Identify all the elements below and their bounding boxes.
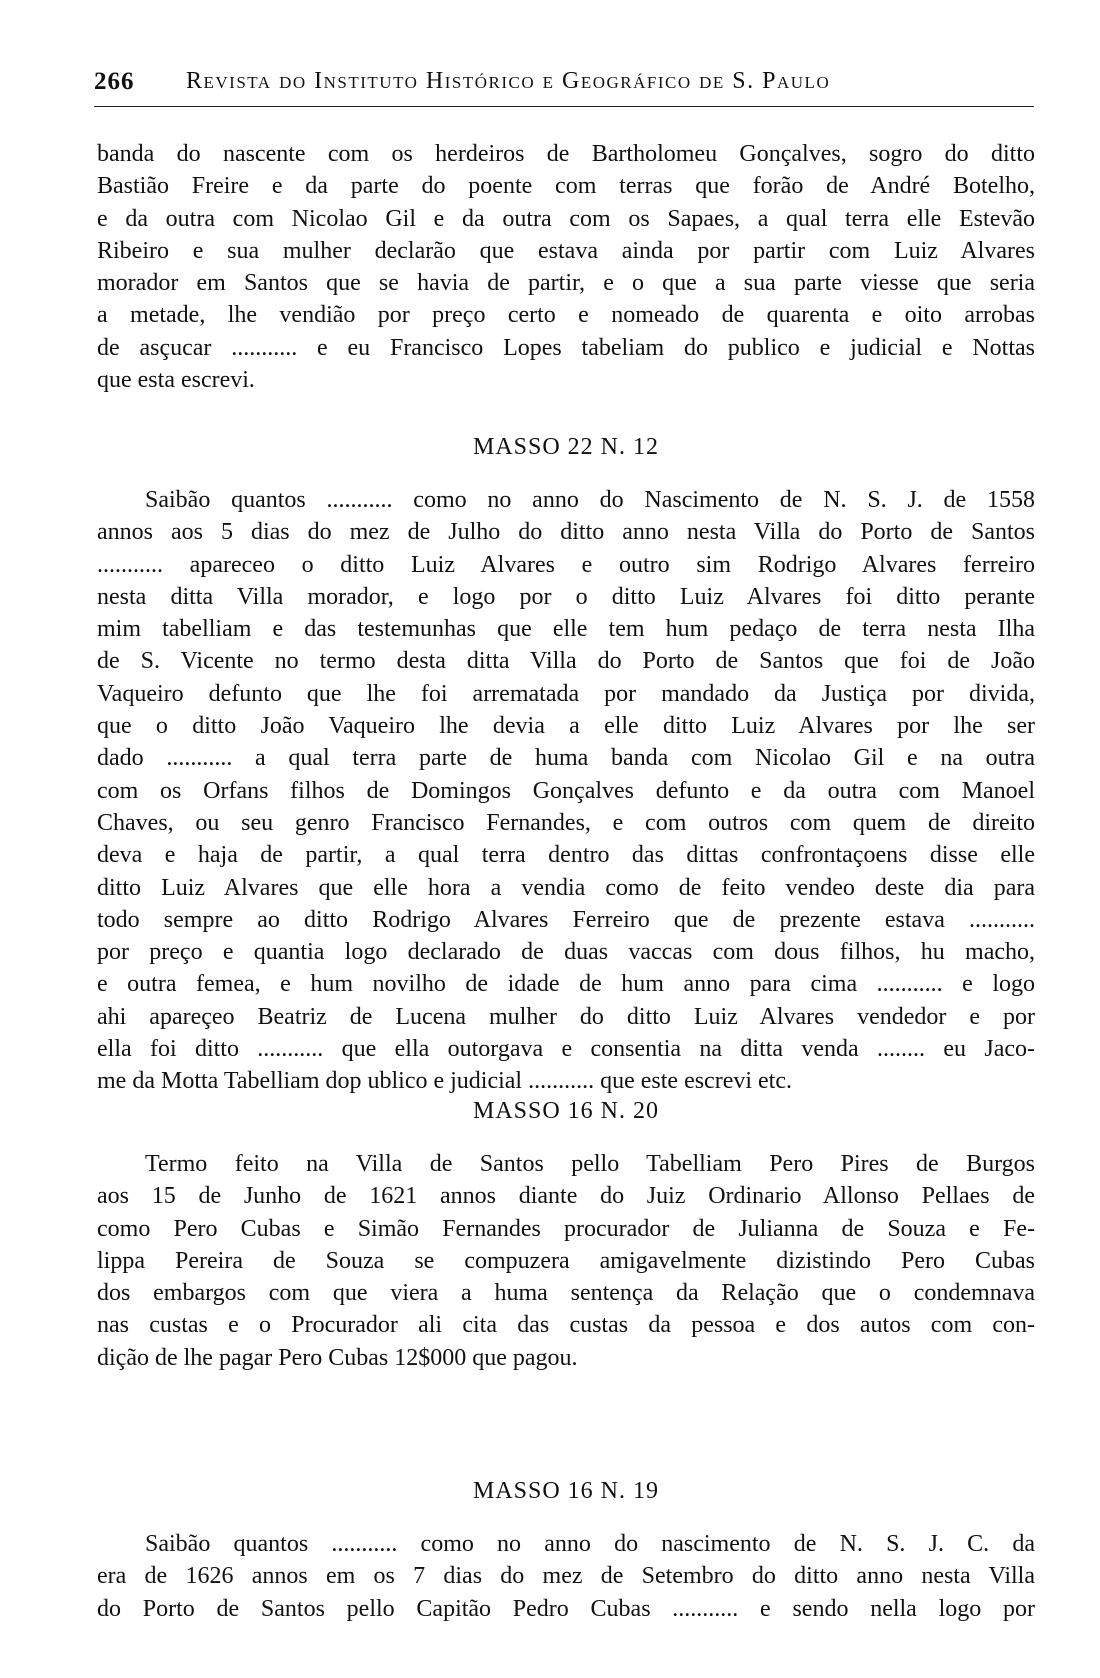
text-line: Saibão quantos ........... como no anno do Nascimento de N. S. J. de 1558 <box>145 487 1035 513</box>
text-line: deva e haja de partir, a qual terra dentro das dittas confrontaçoens disse elle <box>97 842 1035 869</box>
text-line: que o ditto João Vaqueiro lhe devia a elle ditto Luiz Alvares por lhe ser <box>97 713 1035 740</box>
text-line: Ribeiro e sua mulher declarão que estava ainda por partir com Luiz Alvares <box>97 237 1035 264</box>
section-2-paragraph <box>97 1148 1035 1374</box>
text-line: dos embargos com que viera a huma sentença da Relação que o condemnava <box>97 1280 1035 1307</box>
section-1-paragraph <box>97 484 1035 1098</box>
running-header <box>94 66 1034 107</box>
text-line: mim tabelliam e das testemunhas que elle tem hum pedaço de terra nesta Ilha <box>97 616 1035 643</box>
text-line: ........... apareceo o ditto Luiz Alvares e outro sim Rodrigo Alvares ferreiro <box>97 551 1035 578</box>
text-line: como Pero Cubas e Simão Fernandes procurador de Julianna de Souza e Fe- <box>97 1215 1035 1242</box>
intro-paragraph <box>97 138 1035 396</box>
text-line: de S. Vicente no termo desta ditta Villa do Porto de Santos que foi de João <box>97 648 1035 675</box>
journal-title: Revista do Instituto Histórico e Geográfico de S. Paulo <box>186 68 831 94</box>
text-line: e outra femea, e hum novilho de idade de hum anno para cima ........... e logo <box>97 971 1035 998</box>
section-heading-masso-16-20: MASSO 16 N. 20 <box>472 1098 660 1124</box>
text-line: annos aos 5 dias do mez de Julho do ditto anno nesta Villa do Porto de Santos <box>97 519 1035 546</box>
text-line: Chaves, ou seu genro Francisco Fernandes, e com outros com quem de direito <box>97 809 1035 836</box>
text-line: todo sempre ao ditto Rodrigo Alvares Ferreiro que de prezente estava ........... <box>97 906 1035 933</box>
text-line: nas custas e o Procurador ali cita das custas da pessoa e dos autos com con- <box>97 1312 1035 1339</box>
text-line: dado ........... a qual terra parte de huma banda com Nicolao Gil e na outra <box>97 745 1035 772</box>
text-line: Vaqueiro defunto que lhe foi arrematada por mandado da Justiça por divida, <box>97 680 1035 707</box>
text-line: Bastião Freire e da parte do poente com terras que forão de André Botelho, <box>97 173 1035 200</box>
text-line: ditto Luiz Alvares que elle hora a vendia como de feito vendeo deste dia para <box>97 874 1035 901</box>
text-line: aos 15 de Junho de 1621 annos diante do Juiz Ordinario Allonso Pellaes de <box>97 1183 1035 1210</box>
page-number: 266 <box>94 68 135 95</box>
text-line: Termo feito na Villa de Santos pello Tabelliam Pero Pires de Burgos <box>145 1151 1035 1177</box>
text-line: por preço e quantia logo declarado de duas vaccas com dous filhos, hu macho, <box>97 939 1035 966</box>
text-line: banda do nascente com os herdeiros de Bartholomeu Gonçalves, sogro do ditto <box>97 141 1035 167</box>
text-line: dição de lhe pagar Pero Cubas 12$000 que pagou. <box>97 1344 578 1371</box>
text-line: lippa Pereira de Souza se compuzera amigavelmente dizistindo Pero Cubas <box>97 1247 1035 1274</box>
text-line: ella foi ditto ........... que ella outorgava e consentia na ditta venda ........ eu Jaco- <box>97 1036 1035 1063</box>
text-line: com os Orfans filhos de Domingos Gonçalves defunto e da outra com Manoel <box>97 777 1035 804</box>
text-line: do Porto de Santos pello Capitão Pedro Cubas ........... e sendo nella logo por <box>97 1595 1035 1622</box>
text-line: que esta escrevi. <box>97 367 255 394</box>
text-line: era de 1626 annos em os 7 dias do mez de Setembro do ditto anno nesta Villa <box>97 1563 1035 1590</box>
section-heading-masso-16-19: MASSO 16 N. 19 <box>472 1478 660 1504</box>
text-line: ahi apareçeo Beatriz de Lucena mulher do ditto Luiz Alvares vendedor e por <box>97 1003 1035 1030</box>
text-line: de asçucar ........... e eu Francisco Lopes tabeliam do publico e judicial e Nottas <box>97 334 1035 361</box>
section-heading-masso-22-12: MASSO 22 N. 12 <box>472 434 660 460</box>
text-line: nesta ditta Villa morador, e logo por o ditto Luiz Alvares foi ditto perante <box>97 583 1035 610</box>
text-line: me da Motta Tabelliam dop ublico e judicial ........... que este escrevi etc. <box>97 1068 792 1095</box>
text-line: a metade, lhe vendião por preço certo e nomeado de quarenta e oito arrobas <box>97 302 1035 329</box>
text-line: Saibão quantos ........... como no anno do nascimento de N. S. J. C. da <box>145 1531 1035 1557</box>
section-3-paragraph <box>97 1528 1035 1625</box>
text-line: morador em Santos que se havia de partir, e o que a sua parte viesse que seria <box>97 270 1035 297</box>
text-line: e da outra com Nicolao Gil e da outra com os Sapaes, a qual terra elle Estevão <box>97 205 1035 232</box>
